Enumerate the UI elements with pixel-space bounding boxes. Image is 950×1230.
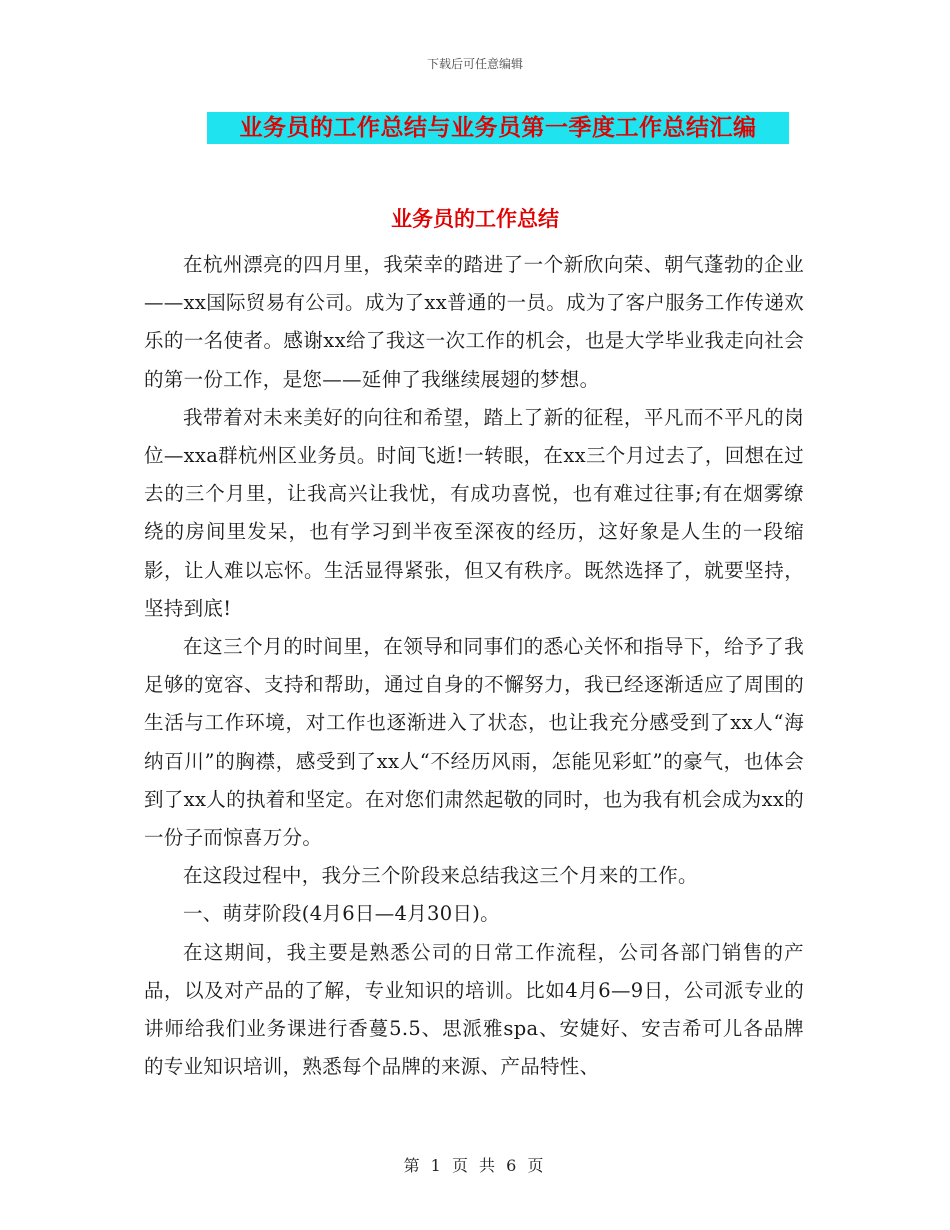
paragraph: 在这三个月的时间里，在领导和同事们的悉心关怀和指导下，给予了我足够的宽容、支持和帮助，通过自身的不懈努力，我已经逐渐适应了周围的生活与工作环境，对工作也逐渐进入了状态，也让我充分感受到了xx人“海纳百川”的胸襟，感受到了xx人“不经历风雨，怎能见彩虹”的豪气，也体会到了xx人的执着和坚定。在对您们肃然起敬的同时，也为我有机会成为xx的一份子而惊喜万分。 xyxy=(144,635,804,850)
paragraph: 一、萌芽阶段(4月6日—4月30日)。 xyxy=(183,902,500,926)
document-title: 业务员的工作总结与业务员第一季度工作总结汇编 xyxy=(207,112,789,144)
document-body xyxy=(144,246,804,1086)
paragraph: 在杭州漂亮的四月里，我荣幸的踏进了一个新欣向荣、朝气蓬勃的企业——xx国际贸易有公司。成为了xx普通的一员。成为了客户服务工作传递欢乐的一名使者。感谢xx给了我这一次工作的机会，也是大学毕业我走向社会的第一份工作，是您——延伸了我继续展翅的梦想。 xyxy=(144,253,804,391)
paragraph: 在这期间，我主要是熟悉公司的日常工作流程，公司各部门销售的产品，以及对产品的了解，专业知识的培训。比如4月6—9日，公司派专业的讲师给我们业务课进行香蔓5.5、思派雅spa、安婕好、安吉希可儿各品牌的专业知识培训，熟悉每个品牌的来源、产品特性、 xyxy=(144,940,804,1079)
page-header-note: 下载后可任意编辑 xyxy=(426,57,523,71)
document-title-block xyxy=(207,112,789,144)
paragraph: 在这段过程中，我分三个阶段来总结我这三个月来的工作。 xyxy=(183,864,698,888)
paragraph: 我带着对未来美好的向往和希望，踏上了新的征程，平凡而不平凡的岗位—xxa群杭州区业务员。时间飞逝!一转眼，在xx三个月过去了，回想在过去的三个月里，让我高兴让我忧，有成功喜悦，也有难过往事;有在烟雾缭绕的房间里发呆，也有学习到半夜至深夜的经历，这好象是人生的一段缩影，让人难以忘怀。生活显得紧张，但又有秩序。既然选择了，就要坚持，坚持到底! xyxy=(144,405,804,620)
page-footer: 第 1 页 共 6 页 xyxy=(403,1156,547,1175)
section-title: 业务员的工作总结 xyxy=(391,207,559,231)
